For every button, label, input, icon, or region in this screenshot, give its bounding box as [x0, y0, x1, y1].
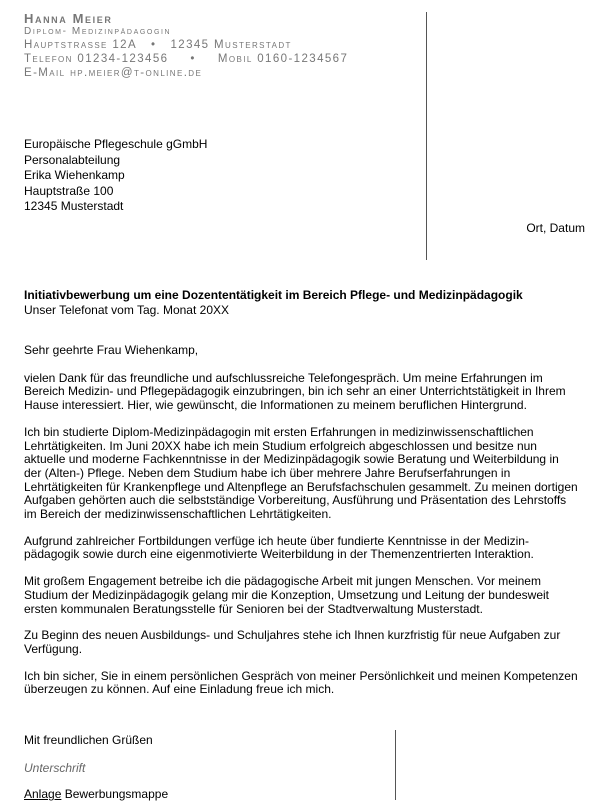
- body-paragraph: Aufgrund zahlreicher Fortbildungen verfüge ich heute über fundierte Kenntnisse in der Medizin-pädagogik sowie durch eine eigenmotivierte Weiterbildung in der Themenzentrierten Interaktion.: [24, 533, 534, 562]
- sender-phones: [24, 52, 348, 66]
- vertical-rule-bottom: [395, 730, 396, 800]
- sender-phone: Telefon 01234-123456: [24, 53, 169, 65]
- subject-title: Initiativbewerbung um eine Dozententätigkeit im Bereich Pflege- und Medizinpädagogik: [24, 288, 523, 302]
- body-paragraph: vielen Dank für das freundliche und aufschlussreiche Telefongespräch. Um meine Erfahrungen im Bereich Medizin- und Pflegepädagogik einzubringen, bin ich sehr an einer Unterrichtstätigkeit in Ihrem Hause interessiert. Hier, wie gewünscht, die Informationen zu meinem beruflichen Hintergrund.: [24, 370, 566, 413]
- recipient-company: Europäische Pflegeschule gGmbH: [24, 137, 208, 151]
- recipient-contact: Erika Wiehenkamp: [24, 168, 125, 182]
- letterhead: [24, 12, 348, 80]
- date-line: Ort, Datum: [526, 221, 585, 235]
- letter-body: [24, 344, 579, 710]
- subject-reference: Unser Telefonat vom Tag. Monat 20XX: [24, 303, 230, 317]
- recipient-department: Personalabteilung: [24, 152, 121, 167]
- attachment-line: [24, 787, 168, 801]
- signature: Unterschrift: [24, 761, 86, 775]
- separator-dot: •: [151, 39, 157, 51]
- body-paragraph: Ich bin sicher, Sie in einem persönlichen Gespräch von meiner Persönlichkeit und meinen Kompetenzen überzeugen zu können. Auf eine Einladung freue ich mich.: [24, 668, 578, 697]
- body-paragraph: Ich bin studierte Diplom-Medizinpädagogin mit ersten Erfahrungen in medizinwissenschaftlichen Lehrtätigkeiten. Im Juni 20XX habe ich mein Studium erfolgreich abgeschlossen und besitze nun aktuelle und moderne Fachkenntnisse in der Medizinpädagogik sowie Beratung und Weiterbildung in der (Alten-) Pflege. Neben dem Studium habe ich über mehrere Jahre Berufserfahrungen in Lehrtätigkeiten für Krankenpflege und Altenpflege an Berufsfachschulen gesammelt. Zu meinen dortigen Aufgaben gehörten auch die selbstständige Vorbereitung, Ausführung und Präsentation des Lehrstoffs im Bereich der medizinwissenschaftlichen Lehrtätigkeiten.: [24, 424, 578, 522]
- vertical-rule-top: [426, 12, 427, 260]
- sender-title: Diplom- Medizinpädagogin: [24, 26, 172, 37]
- body-paragraph: Mit großem Engagement betreibe ich die pädagogische Arbeit mit jungen Menschen. Vor meinem Studium der Medizinpädagogik gelang mir die Konzeption, Umsetzung und Leitung der bundesweit ersten kommunalen Beratungsstelle für Senioren bei der Stadtverwaltung Musterstadt.: [24, 574, 549, 616]
- sender-address: [24, 38, 348, 52]
- closing: Mit freundlichen Grüßen: [24, 733, 153, 747]
- recipient-city: 12345 Musterstadt: [24, 199, 124, 213]
- recipient-address: [24, 137, 207, 215]
- sender-city: 12345 Musterstadt: [170, 39, 292, 51]
- sender-mobile: Mobil 0160-1234567: [217, 53, 349, 65]
- sender-name: Hanna Meier: [24, 11, 113, 26]
- attachment-text: Bewerbungsmappe: [64, 787, 169, 801]
- subject-block: [24, 288, 523, 318]
- attachment-label: Anlage: [24, 787, 62, 801]
- salutation: Sehr geehrte Frau Wiehenkamp,: [24, 343, 199, 357]
- separator-dot: •: [190, 53, 196, 65]
- body-paragraph: Zu Beginn des neuen Ausbildungs- und Schuljahres stehe ich Ihnen kurzfristig für neue Aufgaben zur Verfügung.: [24, 628, 561, 656]
- sender-street: Hauptstrasse 12A: [24, 39, 138, 51]
- recipient-street: Hauptstraße 100: [24, 183, 114, 198]
- sender-email: E-Mail hp.meier@t-online.de: [24, 67, 203, 79]
